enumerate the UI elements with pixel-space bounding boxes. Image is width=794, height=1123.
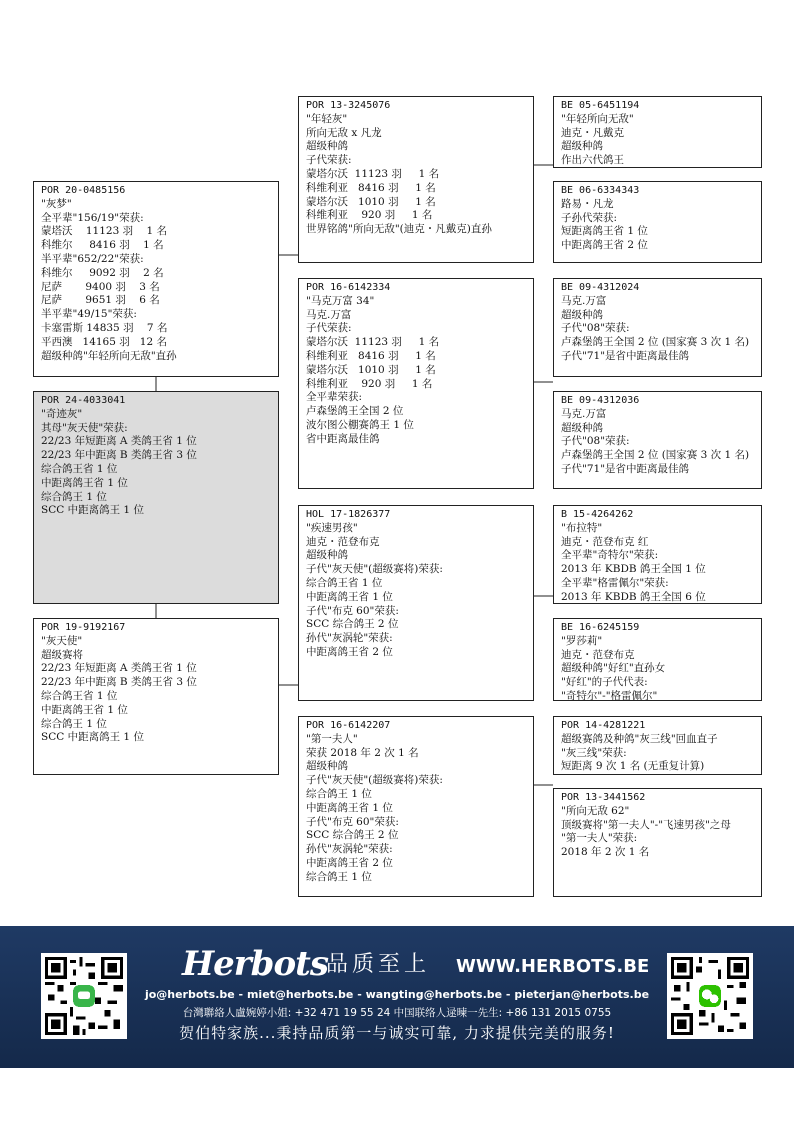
maternal-grandsire-line: 子代"灰天使"(超级赛将)荣获: <box>306 563 443 576</box>
sire-line: 尼萨 9651 羽 6 名 <box>41 294 160 307</box>
subject-ring-number: POR 24-4033041 <box>41 395 126 406</box>
great-grandparent-ring-number: POR 14-4281221 <box>561 720 646 731</box>
paternal-grandsire-ring-number: POR 13-3245076 <box>306 100 391 111</box>
tagline: 贺伯特家族...秉持品质第一与诚实可靠, 力求提供完美的服务! <box>179 1024 615 1042</box>
sire-line: 科维尔 9092 羽 2 名 <box>41 266 164 279</box>
great-grandparent-line: "罗莎莉" <box>561 634 603 647</box>
dam-line: "灰天使" <box>41 634 83 647</box>
maternal-granddam-line: 超级种鸽 <box>306 760 348 773</box>
paternal-granddam-line: 全平辈荣获: <box>306 391 363 404</box>
great-grandparent-line: "布拉特" <box>561 521 603 534</box>
great-grandparent-line: 马克.万富 <box>561 294 607 307</box>
sire-line: 全平辈"156/19"荣获: <box>41 211 144 224</box>
maternal-grandsire-ring-number: HOL 17-1826377 <box>306 509 391 520</box>
maternal-granddam-line: 综合鸽王 1 位 <box>306 870 372 883</box>
paternal-granddam-line: 蒙塔尔沃 1010 羽 1 名 <box>306 363 436 376</box>
sire-line: 半平辈"49/15"荣获: <box>41 308 137 321</box>
great-grandparent-line: 2013 年 KBDB 鸽王全国 1 位 <box>561 563 706 576</box>
paternal-grandsire-line: 科维利亚 8416 羽 1 名 <box>306 181 436 194</box>
subject-line: SCC 中距离鸽王 1 位 <box>41 504 144 517</box>
great-grandparent-line: 子代"08"荣获: <box>561 322 630 335</box>
great-grandparent-line: 全平辈"格雷佩尔"荣获: <box>561 576 669 589</box>
maternal-granddam-line: 子代"布克 60"荣获: <box>306 815 399 828</box>
great-grandparent-line: 短距离 9 次 1 名 (无重复计算) <box>561 760 705 773</box>
paternal-granddam-line: 卢森堡鸽王全国 2 位 <box>306 405 404 418</box>
maternal-grandsire-line: 中距离鸽王省 1 位 <box>306 590 393 603</box>
paternal-grandsire-box <box>298 96 534 263</box>
maternal-granddam-line: 综合鸽王 1 位 <box>306 787 372 800</box>
great-grandparent-box-4 <box>553 391 762 489</box>
sire-line: 半平辈"652/22"荣获: <box>41 252 144 265</box>
maternal-granddam-line: 中距离鸽王省 1 位 <box>306 801 393 814</box>
great-grandparent-ring-number: BE 16-6245159 <box>561 622 640 633</box>
subject-line: 22/23 年短距离 A 类鸽王省 1 位 <box>41 435 197 448</box>
maternal-granddam-line: 子代"灰天使"(超级赛将)荣获: <box>306 774 443 787</box>
great-grandparent-ring-number: BE 09-4312024 <box>561 282 640 293</box>
herbots-logo: Herbots <box>182 944 328 984</box>
great-grandparent-line: 超级种鸽 <box>561 308 603 321</box>
great-grandparent-line: "年轻所向无敌" <box>561 112 634 125</box>
sire-line: 科维尔 8416 羽 1 名 <box>41 239 164 252</box>
great-grandparent-line: "奇特尔"-"格雷佩尔" <box>561 689 658 701</box>
maternal-grandsire-box <box>298 505 534 701</box>
great-grandparent-line: "所向无敌 62" <box>561 804 630 817</box>
paternal-grandsire-line: 超级种鸽 <box>306 140 348 153</box>
paternal-granddam-line: 马克.万富 <box>306 308 352 321</box>
great-grandparent-box-8 <box>553 788 762 897</box>
sire-line: "灰梦" <box>41 197 72 210</box>
dam-box <box>33 618 279 775</box>
great-grandparent-box-2 <box>553 181 762 263</box>
great-grandparent-ring-number: BE 05-6451194 <box>561 100 640 111</box>
great-grandparent-line: 超级种鸽 <box>561 140 603 153</box>
dam-line: 综合鸽王 1 位 <box>41 717 107 730</box>
great-grandparent-line: 超级赛鸽及种鸽"灰三线"回血直子 <box>561 732 718 745</box>
paternal-grandsire-line: 子代荣获: <box>306 154 352 167</box>
paternal-grandsire-line: 蒙塔尔沃 11123 羽 1 名 <box>306 167 440 180</box>
maternal-grandsire-line: SCC 综合鸽王 2 位 <box>306 618 399 631</box>
great-grandparent-line: 子代"08"荣获: <box>561 435 630 448</box>
great-grandparent-line: 顶级赛将"第一夫人"-"飞速男孩"之母 <box>561 818 731 831</box>
maternal-granddam-line: 荣获 2018 年 2 次 1 名 <box>306 746 419 759</box>
great-grandparent-box-3 <box>553 278 762 377</box>
great-grandparent-box-6 <box>553 618 762 701</box>
paternal-granddam-ring-number: POR 16-6142334 <box>306 282 391 293</box>
sire-box <box>33 181 279 377</box>
great-grandparent-line: 卢森堡鸽王全国 2 位 (国家赛 3 次 1 名) <box>561 336 750 349</box>
great-grandparent-box-1 <box>553 96 762 168</box>
subject-line: 综合鸽王 1 位 <box>41 490 107 503</box>
maternal-grandsire-line: 综合鸽王省 1 位 <box>306 576 383 589</box>
great-grandparent-line: 作出六代鸽王 <box>561 154 624 167</box>
dam-line: 22/23 年短距离 A 类鸽王省 1 位 <box>41 662 197 675</box>
maternal-grandsire-line: 迪克・范登布克 <box>306 535 380 548</box>
great-grandparent-line: 超级种鸽 <box>561 421 603 434</box>
great-grandparent-box-5 <box>553 505 762 604</box>
brand-row <box>182 944 650 984</box>
paternal-granddam-line: 蒙塔尔沃 11123 羽 1 名 <box>306 336 440 349</box>
subject-box <box>33 391 279 604</box>
maternal-granddam-line: 孙代"灰涡轮"荣获: <box>306 843 393 856</box>
maternal-granddam-box <box>298 716 534 897</box>
maternal-granddam-line: "第一夫人" <box>306 732 358 745</box>
great-grandparent-line: 迪克・范登布克 <box>561 648 635 661</box>
great-grandparent-line: 全平辈"奇特尔"荣获: <box>561 549 659 562</box>
paternal-grandsire-line: "年轻灰" <box>306 112 348 125</box>
footer-banner <box>0 926 794 1068</box>
great-grandparent-line: 卢森堡鸽王全国 2 位 (国家赛 3 次 1 名) <box>561 449 750 462</box>
great-grandparent-line: 子代"71"是省中距离最佳鸽 <box>561 349 690 362</box>
dam-ring-number: POR 19-9192167 <box>41 622 126 633</box>
subject-line: 中距离鸽王省 1 位 <box>41 476 128 489</box>
dam-line: SCC 中距离鸽王 1 位 <box>41 731 144 744</box>
great-grandparent-line: "好红"的子代代表: <box>561 676 648 689</box>
great-grandparent-box-7 <box>553 716 762 775</box>
great-grandparent-line: 迪克・凡戴克 <box>561 126 624 139</box>
great-grandparent-line: 短距离鸽王省 1 位 <box>561 225 648 238</box>
sire-line: 平西澳 14165 羽 12 名 <box>41 335 167 348</box>
paternal-granddam-line: 科维利亚 8416 羽 1 名 <box>306 349 436 362</box>
website-link[interactable]: WWW.HERBOTS.BE <box>456 956 650 977</box>
sire-ring-number: POR 20-0485156 <box>41 185 126 196</box>
great-grandparent-ring-number: POR 13-3441562 <box>561 792 646 803</box>
dam-line: 超级赛将 <box>41 648 83 661</box>
paternal-granddam-line: 波尔图公棚赛鸽王 1 位 <box>306 418 414 431</box>
great-grandparent-line: "灰三线"荣获: <box>561 746 627 759</box>
paternal-grandsire-line: 蒙塔尔沃 1010 羽 1 名 <box>306 195 436 208</box>
wechat-qr-code-icon[interactable] <box>667 953 753 1039</box>
great-grandparent-line: 2013 年 KBDB 鸽王全国 6 位 <box>561 590 706 603</box>
great-grandparent-line: 中距离鸽王省 2 位 <box>561 239 648 252</box>
slogan: 品质至上 <box>326 952 431 977</box>
email-list[interactable]: jo@herbots.be - miet@herbots.be - wangting@herbots.be - pieterjan@herbots.be <box>144 988 650 1001</box>
great-grandparent-line: 超级种鸽"好红"直孙女 <box>561 662 666 675</box>
maternal-grandsire-line: "疾速男孩" <box>306 521 358 534</box>
paternal-grandsire-line: 所向无敌 x 凡龙 <box>306 126 382 139</box>
paternal-granddam-line: 省中距离最佳鸽 <box>306 432 380 445</box>
paternal-granddam-box <box>298 278 534 489</box>
sire-line: 超级种鸽"年轻所向无敌"直孙 <box>41 349 177 362</box>
great-grandparent-ring-number: BE 06-6334343 <box>561 185 640 196</box>
maternal-grandsire-line: 中距离鸽王省 2 位 <box>306 645 393 658</box>
subject-line: 其母"灰天使"荣获: <box>41 421 128 434</box>
great-grandparent-line: 路易・凡龙 <box>561 197 614 210</box>
maternal-granddam-ring-number: POR 16-6142207 <box>306 720 391 731</box>
subject-line: "奇迹灰" <box>41 407 83 420</box>
maternal-grandsire-line: 子代"布克 60"荣获: <box>306 604 399 617</box>
subject-line: 22/23 年中距离 B 类鸽王省 3 位 <box>41 449 197 462</box>
sire-line: 尼萨 9400 羽 3 名 <box>41 280 160 293</box>
paternal-granddam-line: "马克万富 34" <box>306 294 375 307</box>
maternal-granddam-line: 中距离鸽王省 2 位 <box>306 856 393 869</box>
great-grandparent-line: 子代"71"是省中距离最佳鸽 <box>561 462 690 475</box>
dam-line: 22/23 年中距离 B 类鸽王省 3 位 <box>41 676 197 689</box>
paternal-grandsire-line: 科维利亚 920 羽 1 名 <box>306 209 433 222</box>
sire-line: 卡塞雷斯 14835 羽 7 名 <box>41 321 168 334</box>
maternal-granddam-line: SCC 综合鸽王 2 位 <box>306 829 399 842</box>
great-grandparent-line: 2018 年 2 次 1 名 <box>561 846 650 859</box>
great-grandparent-line: 马克.万富 <box>561 407 607 420</box>
paternal-granddam-line: 子代荣获: <box>306 322 352 335</box>
contact-phones: 台灣聯絡人盧婉婷小姐: +32 471 19 55 24 中国联络人逯暕一先生: +86 131 2015 0755 <box>182 1007 612 1019</box>
dam-line: 综合鸽王省 1 位 <box>41 689 118 702</box>
maternal-grandsire-line: 超级种鸽 <box>306 549 348 562</box>
great-grandparent-line: "第一夫人"荣获: <box>561 832 638 845</box>
sire-line: 蒙塔沃 11123 羽 1 名 <box>41 225 167 238</box>
paternal-grandsire-line: 世界铭鸽"所向无敌"(迪克・凡戴克)直孙 <box>306 223 492 236</box>
great-grandparent-ring-number: BE 09-4312036 <box>561 395 640 406</box>
subject-line: 综合鸽王省 1 位 <box>41 462 118 475</box>
great-grandparent-ring-number: B 15-4264262 <box>561 509 634 520</box>
great-grandparent-line: 迪克・范登布克 红 <box>561 535 649 548</box>
great-grandparent-line: 子孙代荣获: <box>561 211 618 224</box>
dam-line: 中距离鸽王省 1 位 <box>41 703 128 716</box>
paternal-granddam-line: 科维利亚 920 羽 1 名 <box>306 377 433 390</box>
maternal-grandsire-line: 孙代"灰涡轮"荣获: <box>306 632 393 645</box>
